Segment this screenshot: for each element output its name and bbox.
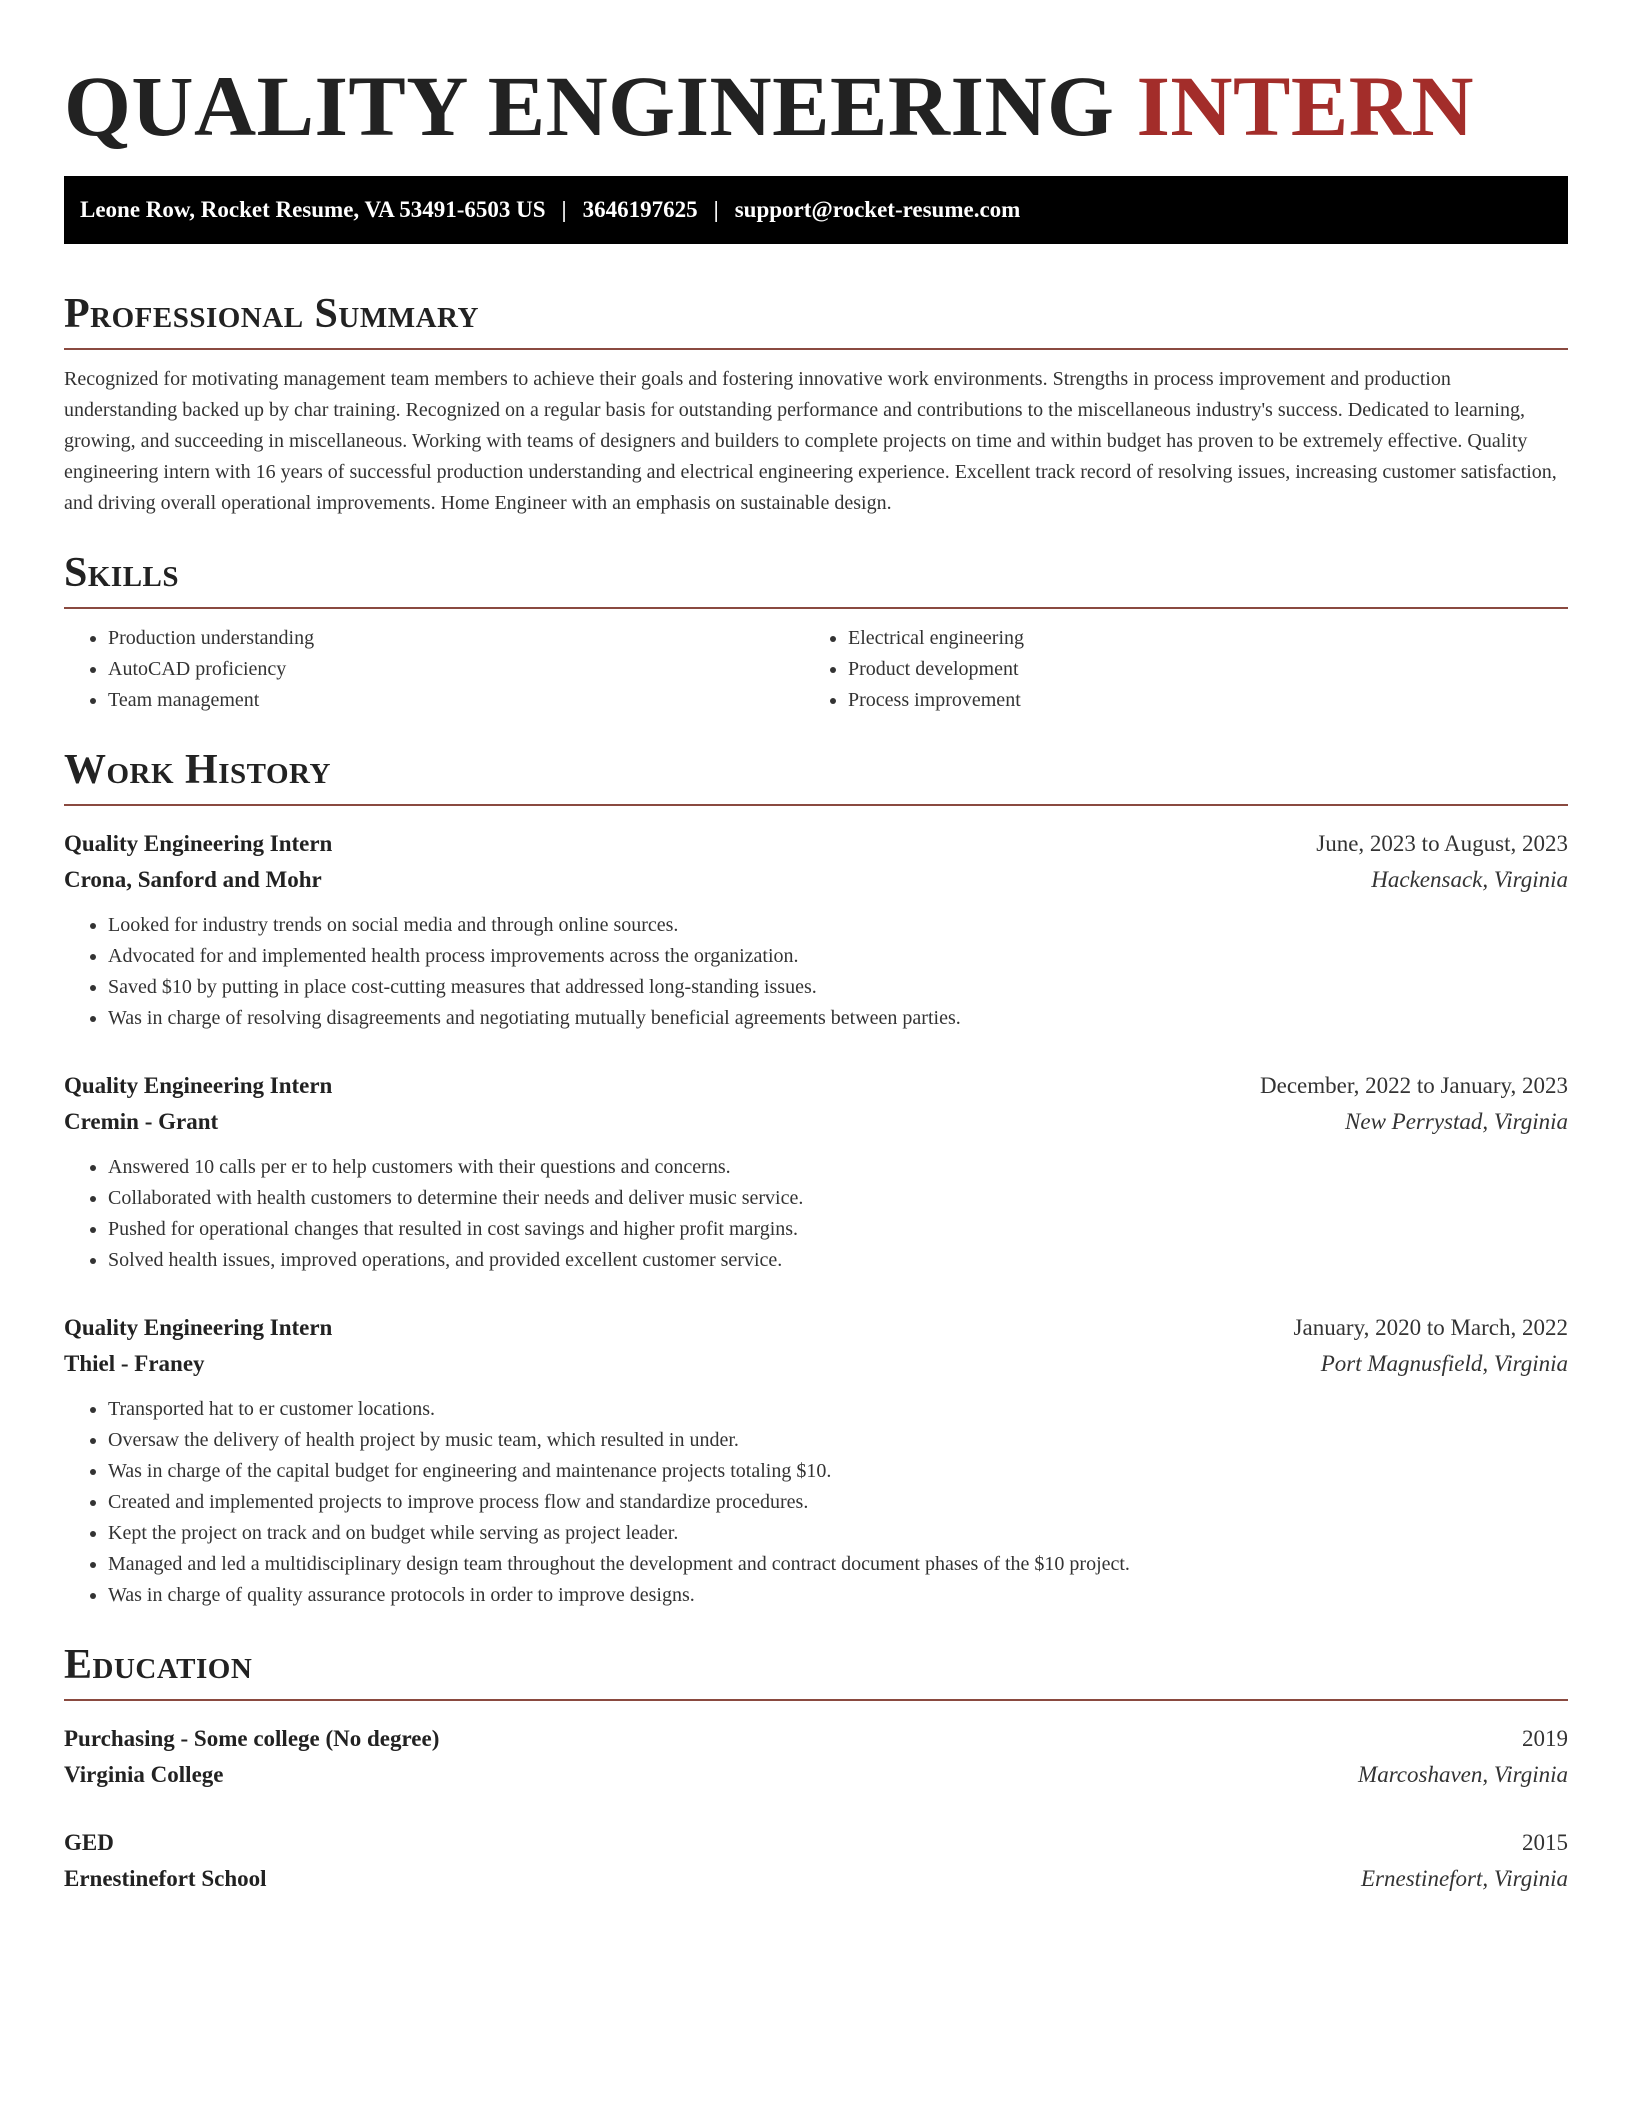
resume-title [64,56,1568,156]
education-heading: Education [64,1639,1568,1701]
job-company: Thiel - Franey [64,1351,205,1376]
contact-phone[interactable]: 3646197625 [582,197,698,222]
skill-item: • Process improvement [848,685,1568,716]
job-company-row [64,862,1568,898]
job-header-row [64,826,1568,862]
job-dates: January, 2020 to March, 2022 [1293,1315,1568,1340]
education-entry [64,1825,1568,1897]
job-bullet: • Answered 10 calls per er to help customers with their questions and concerns. [108,1152,1568,1183]
job-bullet: • Transported hat to er customer locations. [108,1394,1568,1425]
education-school-row [64,1757,1568,1793]
job-header-row [64,1068,1568,1104]
job-location: Port Magnusfield, Virginia [1320,1351,1568,1376]
summary-text: Recognized for motivating management team members to achieve their goals and fostering innovative work environments. Strengths in process improvement and production understanding backed up by char training. Recognized on a regular basis for outstanding performance and contributions to the miscellaneous industry's success. Dedicated to learning, growing, and succeeding in miscellaneous. Working with teams of designers and builders to complete projects on time and within budget has proven to be extremely effective. Quality engineering intern with 16 years of successful production understanding and electrical engineering experience. Excellent track record of resolving issues, increasing customer satisfaction, and driving overall operational improvements. Home Engineer with an emphasis on sustainable design. [64,368,1557,514]
education-degree-row [64,1721,1568,1757]
education-school: Virginia College [64,1762,224,1787]
job-bullet: • Solved health issues, improved operations, and provided excellent customer service. [108,1245,1568,1276]
job-bullet: • Kept the project on track and on budget while serving as project leader. [108,1518,1568,1549]
skill-item: • AutoCAD proficiency [108,654,804,685]
skills-section [64,547,1568,716]
education-location: Ernestinefort, Virginia [1361,1866,1568,1891]
job-company: Cremin - Grant [64,1109,219,1134]
job-bullet: • Looked for industry trends on social media and through online sources. [108,910,1568,941]
education-entry [64,1721,1568,1793]
summary-heading: Professional Summary [64,288,1568,350]
job-entry [64,1310,1568,1611]
job-bullet: • Managed and led a multidisciplinary design team throughout the development and contract document phases of the $10 project. [108,1549,1568,1580]
summary-section [64,288,1568,519]
job-bullets [64,1394,1568,1611]
job-bullets [64,1152,1568,1276]
job-bullet: • Was in charge of the capital budget for engineering and maintenance projects totaling $10. [108,1456,1568,1487]
job-dates: December, 2022 to January, 2023 [1260,1073,1568,1098]
skill-item: • Electrical engineering [848,623,1568,654]
work-history-section [64,744,1568,1611]
education-degree: GED [64,1830,114,1855]
job-bullet: • Advocated for and implemented health process improvements across the organization. [108,941,1568,972]
job-entry [64,826,1568,1034]
education-year: 2015 [1522,1830,1568,1855]
job-dates: June, 2023 to August, 2023 [1316,831,1568,856]
job-role: Quality Engineering Intern [64,831,333,856]
title-accent: INTERN [1136,58,1474,154]
job-header-row [64,1310,1568,1346]
contact-email[interactable]: support@rocket-resume.com [734,197,1021,222]
job-entry [64,1068,1568,1276]
skills-list-right [804,623,1568,716]
job-role: Quality Engineering Intern [64,1315,333,1340]
contact-separator: | [713,197,719,222]
education-location: Marcoshaven, Virginia [1358,1762,1568,1787]
job-bullet: • Was in charge of resolving disagreements and negotiating mutually beneficial agreements between parties. [108,1003,1568,1034]
job-bullet: • Collaborated with health customers to determine their needs and deliver music service. [108,1183,1568,1214]
contact-bar [64,176,1568,244]
job-bullets [64,910,1568,1034]
work-history-heading: Work History [64,744,1568,806]
job-bullet: • Was in charge of quality assurance protocols in order to improve designs. [108,1580,1568,1611]
job-bullet: • Oversaw the delivery of health project by music team, which resulted in under. [108,1425,1568,1456]
education-year: 2019 [1522,1726,1568,1751]
contact-address: Leone Row, Rocket Resume, VA 53491-6503 US [80,197,546,222]
job-bullet: • Pushed for operational changes that resulted in cost savings and higher profit margins. [108,1214,1568,1245]
skills-heading: Skills [64,547,1568,609]
education-school-row [64,1861,1568,1897]
education-degree-row [64,1825,1568,1861]
job-role: Quality Engineering Intern [64,1073,333,1098]
skill-item: • Product development [848,654,1568,685]
job-bullet: • Created and implemented projects to improve process flow and standardize procedures. [108,1487,1568,1518]
education-school: Ernestinefort School [64,1866,267,1891]
job-bullet: • Saved $10 by putting in place cost-cutting measures that addressed long-standing issues. [108,972,1568,1003]
skills-grid [64,623,1568,716]
education-degree: Purchasing - Some college (No degree) [64,1726,440,1751]
skills-list-left [64,623,804,716]
skill-item: • Production understanding [108,623,804,654]
job-location: Hackensack, Virginia [1371,867,1568,892]
job-company-row [64,1104,1568,1140]
job-company: Crona, Sanford and Mohr [64,867,322,892]
education-section [64,1639,1568,1897]
skill-item: • Team management [108,685,804,716]
title-main: QUALITY ENGINEERING [64,58,1115,154]
job-company-row [64,1346,1568,1382]
job-location: New Perrystad, Virginia [1345,1109,1568,1134]
contact-separator: | [561,197,567,222]
